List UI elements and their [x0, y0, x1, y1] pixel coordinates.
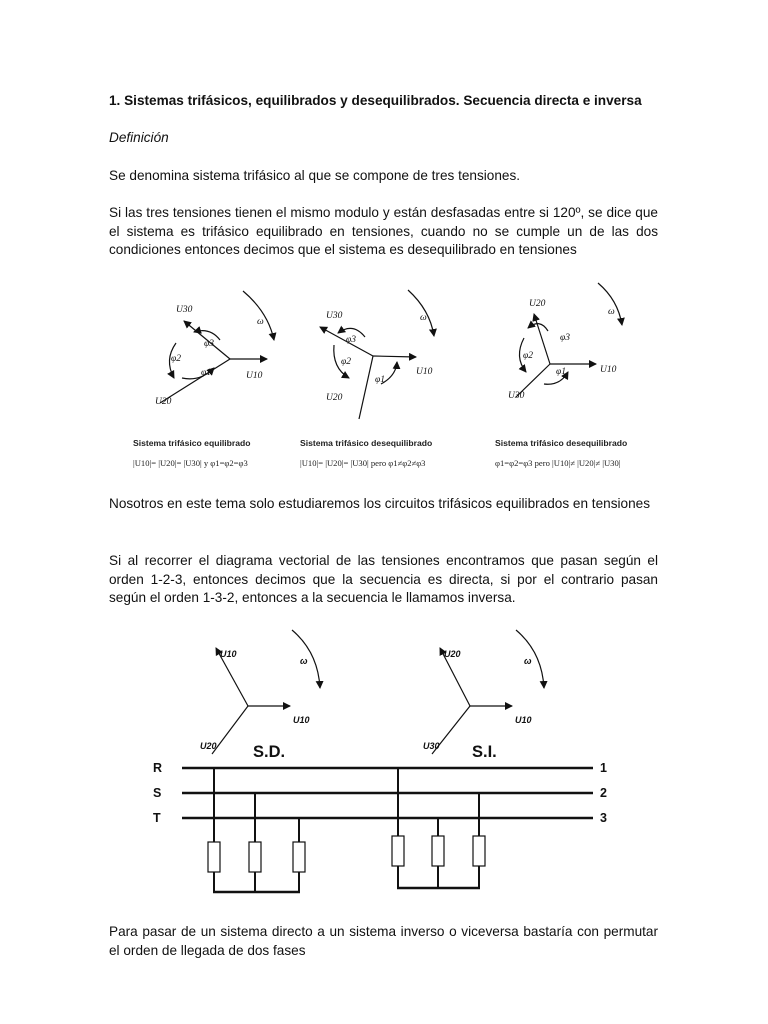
sd-bottom-label: U20	[200, 741, 217, 751]
formula-unbalanced-2: φ1=φ2=φ3 pero |U10|≠ |U20|≠ |U30|	[495, 458, 621, 468]
label-phi3: φ3	[560, 333, 571, 343]
bus-lines	[182, 768, 593, 818]
phasor-labels-unbalanced-angles	[326, 311, 433, 403]
label-phi2: φ2	[523, 351, 534, 361]
label-omega: ω	[420, 313, 427, 323]
sd-omega: ω	[300, 656, 308, 666]
line-label-s: S	[153, 786, 162, 800]
label-u10: U10	[416, 367, 433, 377]
paragraph-2: Si las tres tensiones tienen el mismo modulo y están desfasadas entre si 120º, se dice que el sistema es trifásico equilibrado en tensiones, cuando no se cumple un de las dos condiciones entonces decimos que el sistema es desequilibrado en tensiones	[109, 205, 658, 257]
line-label-t: T	[153, 811, 161, 825]
load-direct-sequence	[208, 768, 305, 892]
line-label-r: R	[153, 761, 163, 775]
si-right-label: U10	[515, 715, 532, 725]
sd-right-label: U10	[293, 715, 310, 725]
line-label-1: 1	[600, 761, 607, 775]
phasor-labels-balanced	[155, 305, 264, 407]
caption-balanced: Sistema trifásico equilibrado	[133, 438, 251, 448]
line-label-3: 3	[600, 811, 607, 825]
label-phi2: φ2	[341, 357, 352, 367]
label-u20: U20	[529, 299, 546, 309]
label-omega: ω	[608, 307, 615, 317]
label-u20: U20	[326, 393, 343, 403]
label-phi1: φ1	[556, 367, 567, 377]
label-u30: U30	[326, 311, 343, 321]
label-phi1: φ1	[201, 368, 212, 378]
paragraph-3: Nosotros en este tema solo estudiaremos los circuitos trifásicos equilibrados en tensiones	[109, 496, 650, 511]
label-u10: U10	[600, 365, 617, 375]
si-bottom-label: U30	[423, 741, 440, 751]
line-label-2: 2	[600, 786, 607, 800]
subheading-definicion: Definición	[109, 130, 169, 145]
paragraph-1: Se denomina sistema trifásico al que se compone de tres tensiones.	[109, 168, 521, 183]
label-u20: U20	[155, 397, 172, 407]
phasor-labels-unbalanced-modules	[508, 299, 617, 401]
label-omega: ω	[257, 317, 264, 327]
label-u10: U10	[246, 371, 263, 381]
sd-title: S.D.	[253, 743, 286, 761]
label-phi1: φ1	[375, 375, 386, 385]
si-top-label: U20	[444, 649, 461, 659]
formula-balanced: |U10|= |U20|= |U30| y φ1=φ2=φ3	[133, 458, 248, 468]
label-phi2: φ2	[171, 354, 182, 364]
si-omega: ω	[524, 656, 532, 666]
sd-top-label: U10	[220, 649, 237, 659]
caption-unbalanced-2: Sistema trifásico desequilibrado	[495, 438, 628, 448]
paragraph-5: Para pasar de un sistema directo a un sistema inverso o viceversa bastaría con permutar el orden de llegada de dos fases	[109, 924, 658, 958]
label-u30: U30	[176, 305, 193, 315]
load-inverse-sequence	[392, 768, 485, 888]
section-heading: 1. Sistemas trifásicos, equilibrados y desequilibrados. Secuencia directa e inversa	[109, 93, 642, 108]
label-phi3: φ3	[346, 335, 357, 345]
formula-unbalanced-1: |U10|= |U20|= |U30| pero φ1≠φ2≠φ3	[300, 458, 426, 468]
caption-unbalanced-1: Sistema trifásico desequilibrado	[300, 438, 433, 448]
paragraph-4: Si al recorrer el diagrama vectorial de las tensiones encontramos que pasan según el orden 1-2-3, entonces decimos que la secuencia es directa, si por el contrario pasan según el orden 1-3-2, entonces a la secuencia le llamamos inversa.	[109, 553, 658, 605]
label-phi3: φ3	[204, 339, 215, 349]
si-title: S.I.	[472, 743, 497, 761]
label-u30: U30	[508, 391, 525, 401]
